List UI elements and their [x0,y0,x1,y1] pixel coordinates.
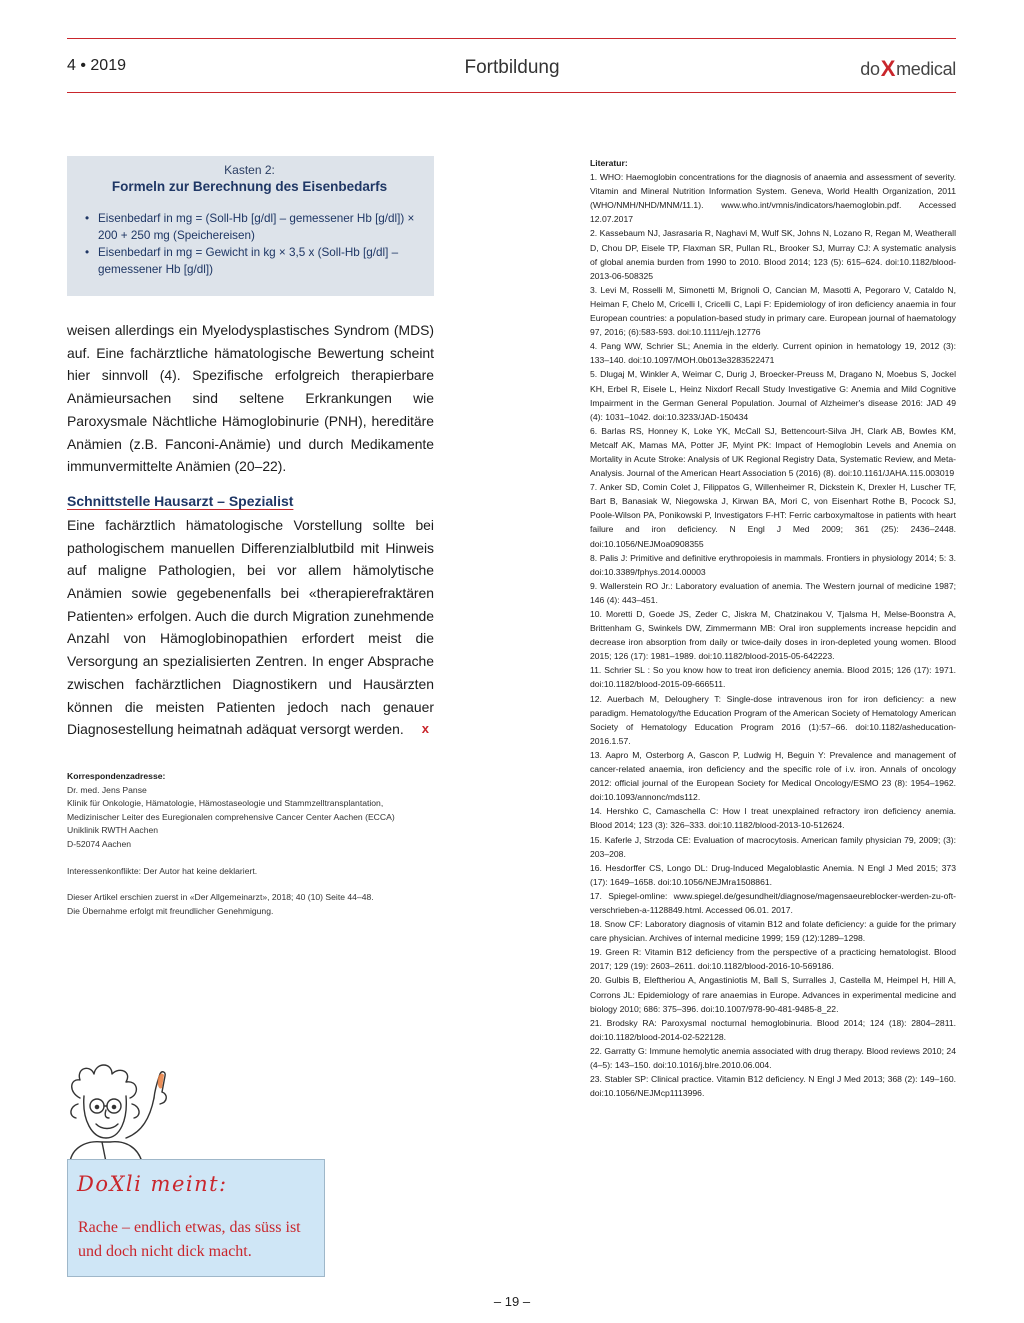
references-list [590,156,956,1100]
reference-item: 17. Spiegel-omline: www.spiegel.de/gesundheit/diagnose/magensaeureblocker-werden-zu-oft-verschrieben-a-1128849.html. Accessed 06.01. 2017. [590,890,956,915]
page-number: – 19 – [493,1294,531,1309]
reference-item: 7. Anker SD, Comin Colet J, Filippatos G, Willenheimer R, Dickstein K, Drexler H, Luscher TF, Bart B, Banasiak W, Niegowska J, Kirwan BA, Mori C, von Eisenhart Rothe B, Pocock SJ, Poole-Wilson PA, Ponikowski P, Investigators F-HT: Ferric carboxymaltose in patients with heart failure and iron deficiency. N Engl J Med 2009; 361 (25): 2436–2448. doi:10.1056/NEJMoa0908355 [590,482,956,549]
article-body [67,319,434,741]
correspondence-line: Klinik für Onkologie, Hämatologie, Hämostaseologie und Stammzelltransplantation, [67,798,384,809]
reference-item: 9. Wallerstein RO Jr.: Laboratory evaluation of anemia. The Western journal of medicine 1987; 146 (4): 443–451. [590,580,956,605]
reference-item: 22. Garratty G: Immune hemolytic anemia associated with drug therapy. Blood reviews 2010; 24 (4–5): 143–150. doi:10.1016/j.blre.2010.06.004. [590,1045,956,1070]
reference-item: 12. Auerbach M, Deloughery T: Single-dose intravenous iron for iron deficiency: a new paradigm. Hematology/the Education Program of the American Society of Hematology American Society of Hematology Education Program 2016 (1):57–66. doi:10.1182/asheducation-2016.1.57. [590,693,956,746]
correspondence-title: Korrespondenzadresse: [67,771,166,781]
header-bottom-rule [67,92,956,93]
reference-item: 23. Stabler SP: Clinical practice. Vitamin B12 deficiency. N Engl J Med 2013; 368 (2): 149–160. doi:10.1056/NEJMcp1113996. [590,1074,956,1099]
reference-item: 8. Palis J: Primitive and definitive erythropoiesis in mammals. Frontiers in physiology 2014; 5: 3. doi:10.3389/fphys.2014.00003 [590,552,956,577]
section-title: Fortbildung [464,57,560,78]
references-title: Literatur: [590,158,628,168]
reference-item: 18. Snow CF: Laboratory diagnosis of vitamin B12 and folate deficiency: a guide for the primary care physician. Archives of internal medicine 1999; 159 (12):1289–1298. [590,919,956,944]
reference-item: 3. Levi M, Rosselli M, Simonetti M, Brignoli O, Cancian M, Masotti A, Pegoraro V, Cataldo N, Heiman F, Chelo M, Cricelli I, Cricelli C, Lapi F: Epidemiology of iron deficiency anaemia in four European countries: a population-based study in primary care. European journal of haematology 97, 2016; (6):583-593. doi:10.1111/ejh.12776 [590,284,956,338]
reference-item: 5. Dlugaj M, Winkler A, Weimar C, Durig J, Broecker-Preuss M, Dragano N, Moebus S, Jockel KH, Erbel R, Eisele L, Heinz Nixdorf Recall Study Investigative G: Anemia and Mild Cognitive Impairment in the German General Population. Journal of Alzheimer's disease 2016: JAD 49 (4): 1031–1042. doi:10.3233/JAD-150434 [590,369,956,422]
reference-item: 21. Brodsky RA: Paroxysmal nocturnal hemoglobinuria. Blood 2014; 124 (18): 2804–2811. doi:10.1182/blood-2014-02-522128. [590,1017,956,1042]
correspondence-line: D-52074 Aachen [67,838,132,849]
correspondence-line: Medizinischer Leiter des Euregionalen comprehensive Cancer Center Aachen (ECCA) [67,811,395,822]
box-kicker: Kasten 2: [224,163,275,177]
formula-box [67,156,434,296]
reference-item: 20. Gulbis B, Eleftheriou A, Angastiniotis M, Ball S, Surralles J, Castella M, Heimpel H, Hill A, Corrons JL: Epidemiology of rare anaemias in Europe. Advances in experimental medicine and biology 2010; 686: 375–396. doi:10.1007/978-90-481-9485-8_22. [590,975,956,1014]
header-top-rule [67,38,956,39]
reference-item: 2. Kassebaum NJ, Jasrasaria R, Naghavi M, Wulf SK, Johns N, Lozano R, Regan M, Weatherall D, Chou DP, Eisele TP, Flaxman SR, Pullan RL, Brooker SJ, Murray CJ: A systematic analysis of global anemia burden from 1990 to 2010. Blood 2014; 123 (5): 615–624. doi:10.1182/blood-2013-06-508325 [590,228,956,281]
correspondence-line: Uniklinik RWTH Aachen [67,825,159,836]
doxli-box [67,1159,325,1277]
formula-list [77,210,422,278]
conflict-statement: Interessenkonflikte: Der Autor hat keine deklariert. [67,865,258,876]
reference-item: 1. WHO: Haemoglobin concentrations for the diagnosis of anaemia and assessment of severity. Vitamin and Mineral Nutrition Information System. Geneva, World Health Organization, 2011 (WHO/NMH/NHD/MNM/11.1). www.who.int/vmnis/indicators/haemoglobin.pdf. Accessed 12.07.2017 [590,172,956,225]
reference-item: 19. Green R: Vitamin B12 deficiency from the perspective of a practicing hematologist. Blood 2017; 129 (19): 2603–2611. doi:10.1182/blood-2016-10-569186. [590,947,956,972]
first-publication-note: Dieser Artikel erschien zuerst in «Der Allgemeinarzt», 2018; 40 (10) Seite 44–48. [67,892,374,903]
formula-item: • Eisenbedarf in mg = (Soll-Hb [g/dl] – gemessener Hb [g/dl]) × 200 + 250 mg (Speichereisen) [85,212,415,242]
doxli-cartoon-icon [62,1058,192,1162]
issue-label: 4 • 2019 [67,57,126,74]
body-paragraph: weisen allerdings ein Myelodysplastisches Syndrom (MDS) auf. Eine fachärztliche hämatologische Bewertung scheint hier sinnvoll (4). Spezifische erfolgreich therapierbare Anämieursachen sind seltene Erkrankungen wie Paroxysmale Nächtliche Hämoglobinurie (PNH), hereditäre Anämien (z.B. Fanconi-Anämie) und durch Medikamente immunvermittelte Anämien (20–22). [67,322,434,475]
correspondence-block [67,770,434,918]
correspondence-line: Dr. med. Jens Panse [67,784,147,795]
body-paragraph: Eine fachärztlich hämatologische Vorstellung sollte bei pathologischem manuellen Differenzialblutbild mit Hinweis auf maligne Pathologien, bei vor allem hämolytische Anämien sowie gegebenenfalls bei «therapierefraktären Patienten» erfolgen. Auch die durch Migration zunehmende Anzahl von Hämoglobinopathien erfordert meist die Versorgung an spezialisierten Zentren. In enger Absprache zwischen fachärztlichen Diagnostikern und Hausärzten können die meisten Patienten jedoch nach genauer Diagnosestellung heimatnah adäquat versorgt werden. [67,516,434,738]
reference-item: 15. Kaferle J, Strzoda CE: Evaluation of macrocytosis. American family physician 79, 2009; (3): 203–208. [590,834,956,859]
doxli-quote: Rache – endlich etwas, das süss ist und doch nicht dick macht. [78,1219,301,1260]
reference-item: 11. Schrier SL : So you know how to treat iron deficiency anemia. Blood 2015; 126 (17): 1971. doi:10.1182/blood-2015-09-666511. [590,665,956,690]
first-publication-note: Die Übernahme erfolgt mit freundlicher Genehmigung. [67,905,274,916]
reference-item: 4. Pang WW, Schrier SL; Anemia in the elderly. Current opinion in hematology 19, 2012 (3): 133–140. doi:10.1097/MOH.0b013e3283522471 [590,341,956,366]
box-title: Formeln zur Berechnung des Eisenbedarfs [111,179,388,194]
doxmedical-logo: doXmedical [860,56,956,81]
subheading: Schnittstelle Hausarzt – Spezialist [67,492,294,509]
end-mark-icon: x [421,721,429,737]
reference-item: 16. Hesdorffer CS, Longo DL: Drug-Induced Megaloblastic Anemia. N Engl J Med 2015; 373 (17): 1649–1658. doi:10.1056/NEJMra1508861. [590,862,956,887]
reference-item: 10. Moretti D, Goede JS, Zeder C, Jiskra M, Chatzinakou V, Tjalsma H, Melse-Boonstra A, Brittenham G, Swinkels DW, Zimmermann MB: Oral iron supplements increase hepcidin and decrease iron absorption from daily or twice-daily doses in iron-depleted young women. Blood 2015; 126 (17): 1981–1989. doi:10.1182/blood-2015-05-642223. [590,609,956,662]
reference-item: 13. Aapro M, Osterborg A, Gascon P, Ludwig H, Beguin Y: Prevalence and management of cancer-related anaemia, iron deficiency and the specific role of i.v. iron. Annals of oncology 2012: official journal of the European Society for Medical Oncology/ESMO 23 (8): 1954–1962. doi:10.1093/annonc/mds112. [590,749,956,803]
reference-item: 14. Hershko C, Camaschella C: How I treat unexplained refractory iron deficiency anemia. Blood 2014; 123 (3): 326–333. doi:10.1182/blood-2013-10-512624. [590,806,956,831]
formula-item: • Eisenbedarf in mg = Gewicht in kg × 3,5 x (Soll-Hb [g/dl] – gemessener Hb [g/dl]) [85,246,399,276]
doxli-title: DoXli meint: [77,1172,228,1196]
reference-item: 6. Barlas RS, Honney K, Loke YK, McCall SJ, Bettencourt-Silva JH, Clark AB, Bowles KM, Metcalf AK, Mamas MA, Potter JF, Myint PK: Impact of Hemoglobin Levels and Anemia on Mortality in Acute Stroke: Analysis of UK Regional Registry Data, Systematic Review, and Meta-Analysis. Journal of the American Heart Association 5 (2016) (8). doi:10.1161/JAHA.115.003019 [590,425,956,479]
